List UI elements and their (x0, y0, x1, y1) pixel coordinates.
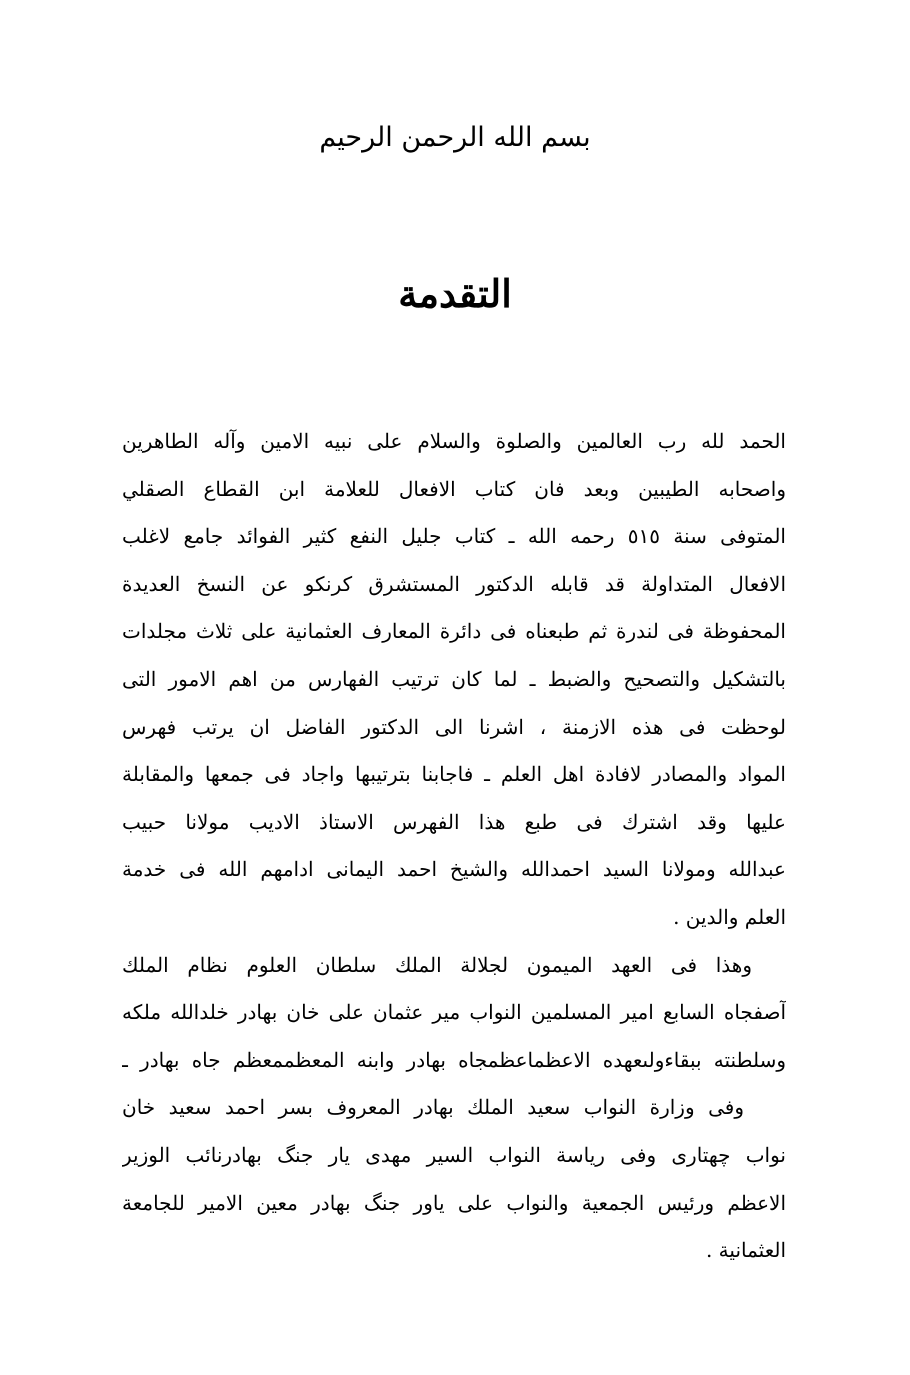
text-line: لوحظت فى هذه الازمنة ، اشرنا الى الدكتور الفاضل ان يرتب فهرس (122, 714, 786, 739)
page-title: التقدمة (398, 271, 512, 316)
text-line: نواب چهتارى وفى رياسة النواب السير مهدى يار جنگ بهادرنائب الوزير (122, 1142, 786, 1167)
text-line: واصحابه الطيبين وبعد فان كتاب الافعال للعلامة ابن القطاع الصقلي (122, 476, 786, 501)
text-line: عبدالله ومولانا السيد احمدالله والشيخ احمد اليمانى ادامهم الله فى خدمة (122, 857, 786, 882)
text-line: وفى وزارة النواب سعيد الملك بهادر المعروف بسر احمد سعيد خان (122, 1095, 744, 1120)
text-line: وسلطنته ببقاءولىعهده الاعظماعظمجاه بهادر وابنه المعظممعظم جاه بهادر ـ (122, 1047, 786, 1072)
text-line: الحمد لله رب العالمين والصلوة والسلام على نبيه الامين وآله الطاهرين (122, 429, 786, 453)
basmala: بسم الله الرحمن الرحيم (319, 122, 591, 153)
body-text (122, 418, 786, 1275)
text-line: المتوفى سنة ٥١٥ رحمه الله ـ كتاب جليل النفع كثير الفوائد جامع لاغلب (122, 524, 786, 549)
text-line: الاعظم ورئيس الجمعية والنواب على ياور جنگ بهادر معين الامير للجامعة (122, 1190, 786, 1215)
text-line: الافعال المتداولة قد قابله الدكتور المستشرق كرنكو عن النسخ العديدة (122, 571, 786, 596)
text-line: بالتشكيل والتصحيح والضبط ـ لما كان ترتيب الفهارس من اهم الامور التى (122, 666, 786, 691)
text-line: العثمانية . (705, 1238, 786, 1263)
text-line: آصفجاه السابع امير المسلمين النواب مير عثمان على خان بهادر خلدالله ملكه (122, 1000, 786, 1025)
text-line: العلم والدين . (673, 904, 786, 929)
text-line: المواد والمصادر لافادة اهل العلم ـ فاجابنا بترتيبها واجاد فى جمعها والمقابلة (122, 762, 786, 787)
text-line: المحفوظة فى لندرة ثم طبعناه فى دائرة المعارف العثمانية على ثلاث مجلدات (122, 619, 786, 644)
text-line: عليها وقد اشترك فى طبع هذا الفهرس الاستاذ الاديب مولانا حبيب (122, 809, 786, 834)
text-line: وهذا فى العهد الميمون لجلالة الملك سلطان العلوم نظام الملك (122, 952, 752, 977)
